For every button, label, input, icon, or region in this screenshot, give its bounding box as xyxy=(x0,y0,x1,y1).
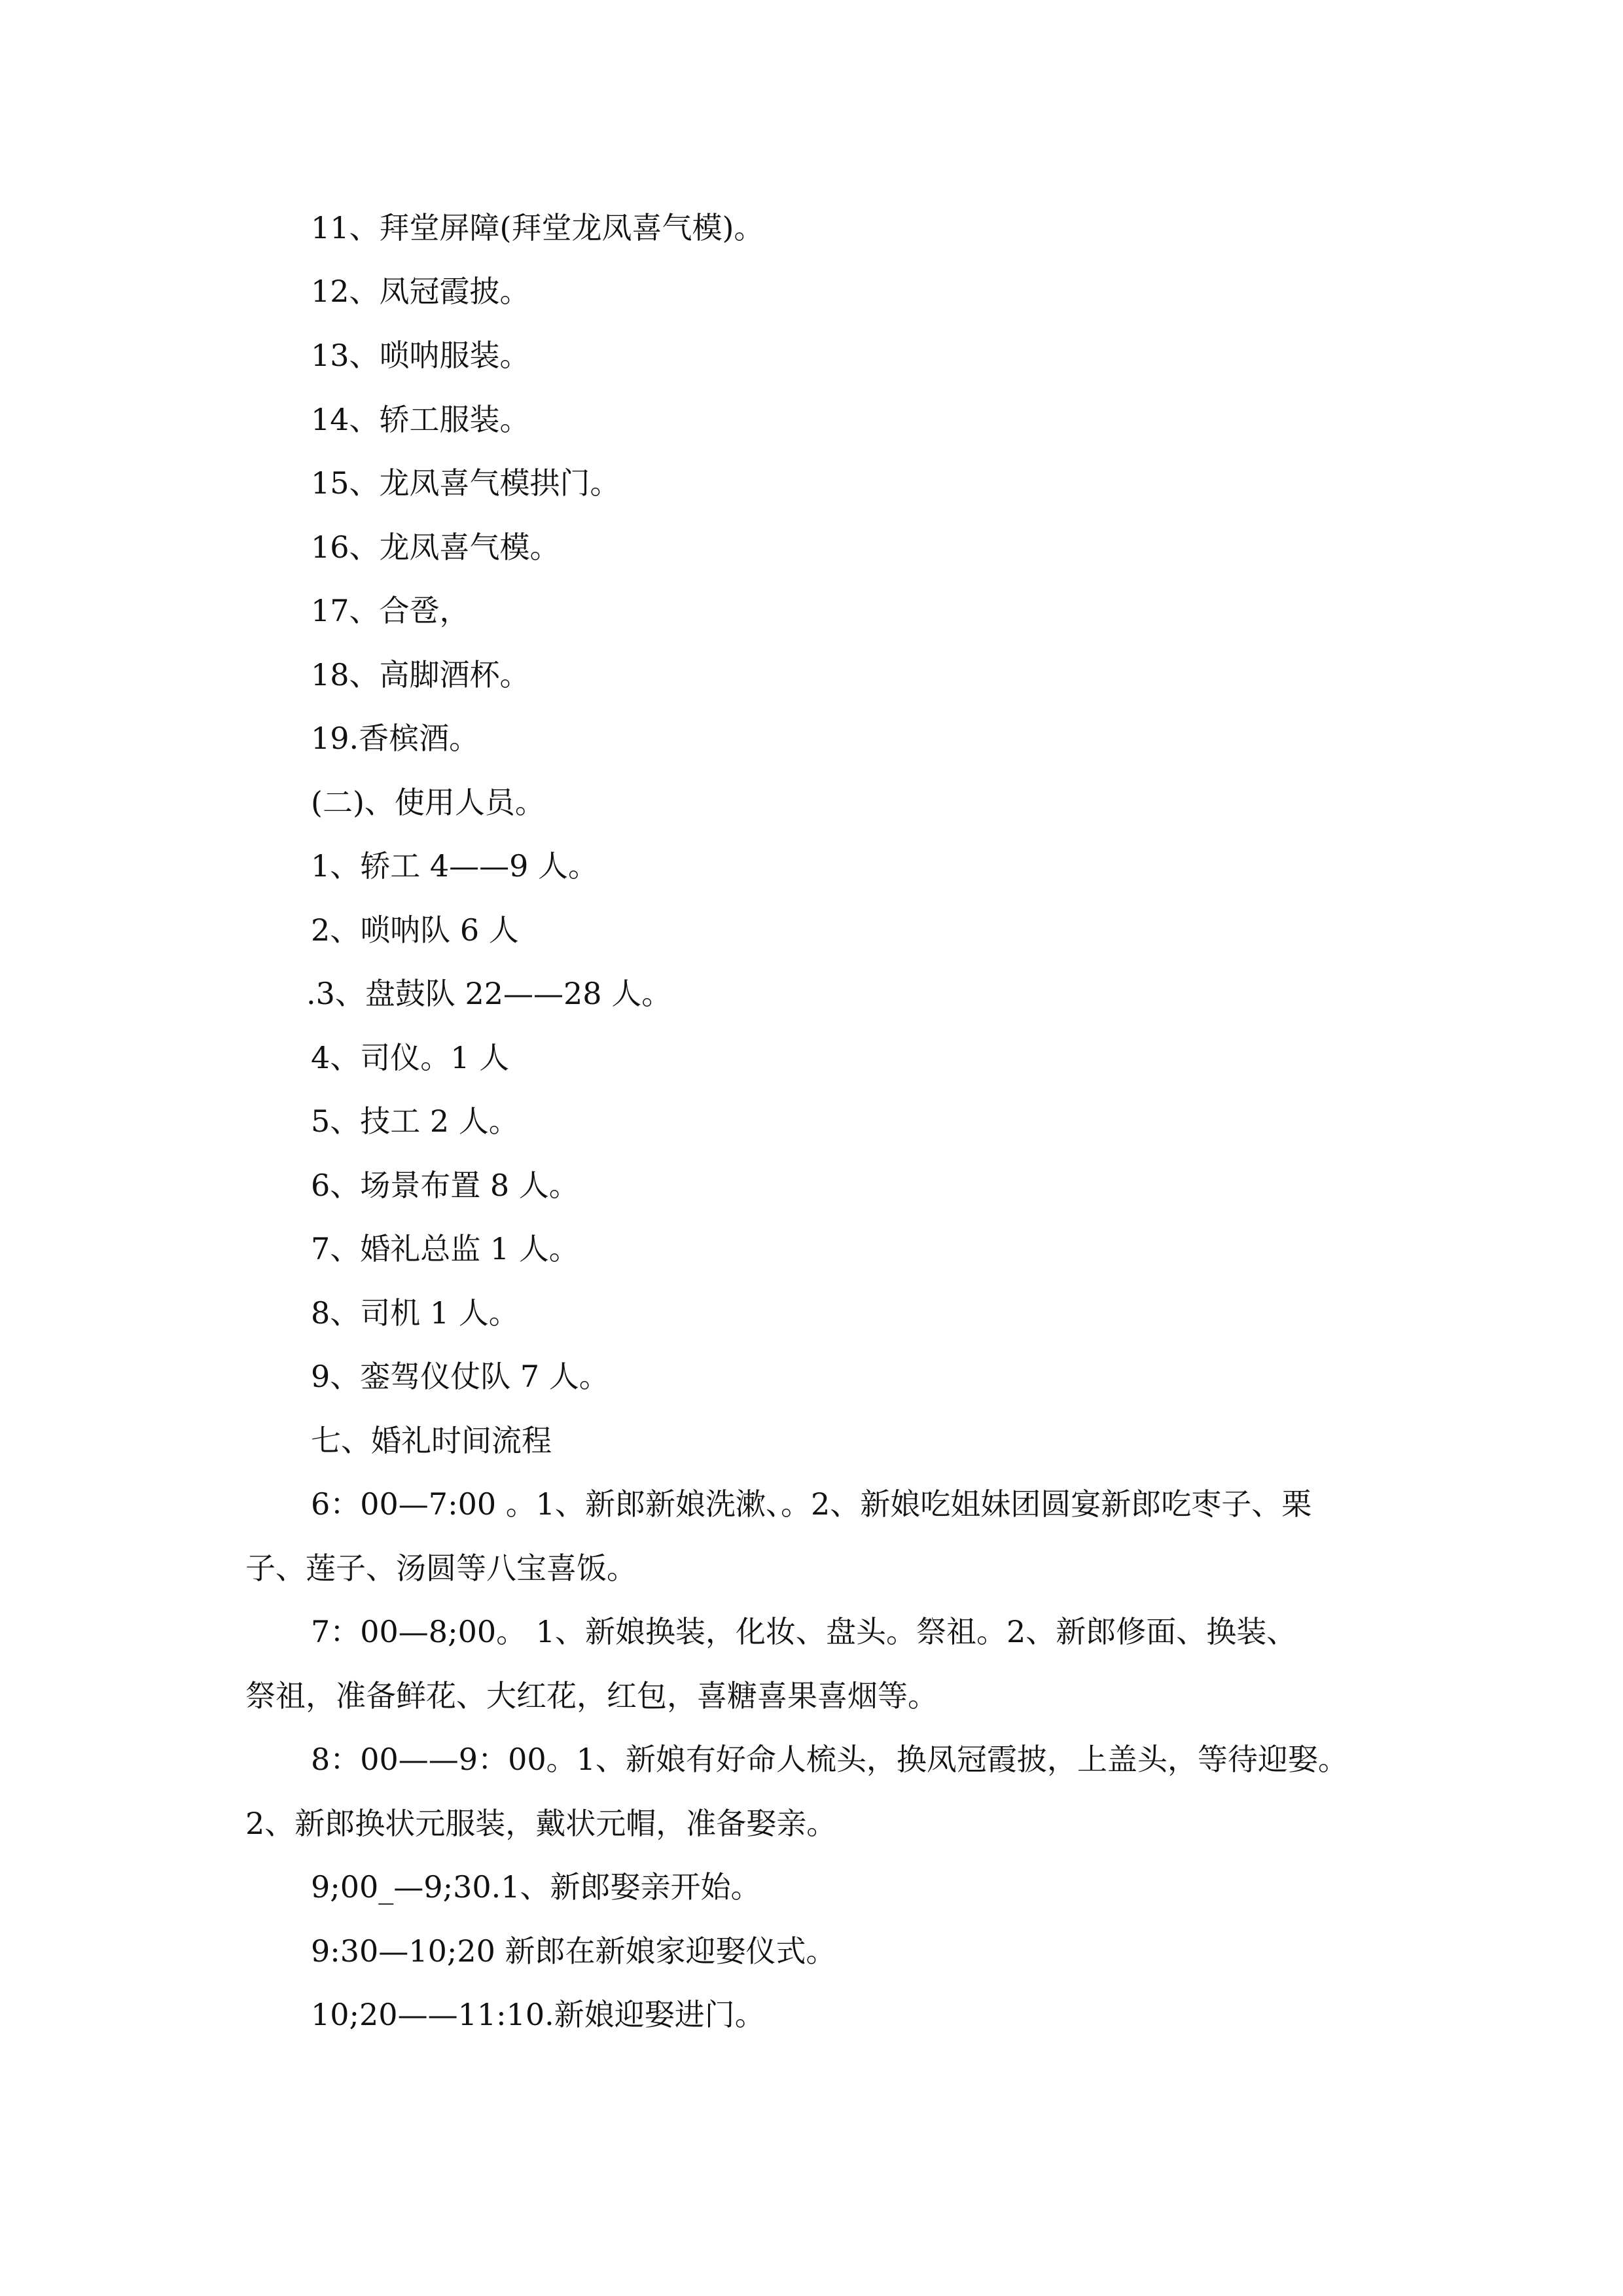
list-item: 15、龙凤喜气模拱门。 xyxy=(311,465,620,501)
paragraph-line: 6：00—7:00 。1、新郎新娘洗漱、。2、新娘吃姐妹团圆宴新郎吃枣子、栗 xyxy=(311,1486,1312,1522)
paragraph-line: 10;20——11:10.新娘迎娶进门。 xyxy=(311,1997,765,2032)
list-item: 12、凤冠霞披。 xyxy=(311,274,530,309)
list-item: 9、銮驾仪仗队 7 人。 xyxy=(311,1359,609,1394)
list-item: 8、司机 1 人。 xyxy=(311,1295,519,1331)
paragraph-line: 祭祖，准备鲜花、大红花，红包，喜糖喜果喜烟等。 xyxy=(245,1678,938,1713)
list-item: 4、司仪。1 人 xyxy=(311,1040,510,1075)
paragraph-line: 9;00_—9;30.1、新郎娶亲开始。 xyxy=(311,1869,761,1905)
paragraph-line: 8：00——9：00。1、新娘有好命人梳头，换凤冠霞披，上盖头，等待迎娶。 xyxy=(311,1742,1348,1777)
list-item: 16、龙凤喜气模。 xyxy=(311,529,560,565)
list-item: 18、高脚酒杯。 xyxy=(311,657,530,692)
list-item: 6、场景布置 8 人。 xyxy=(311,1168,579,1203)
list-item: 7、婚礼总监 1 人。 xyxy=(311,1231,579,1266)
paragraph-line: 7：00—8;00。 1、新娘换装，化妆、盘头。祭祖。2、新郎修面、换装、 xyxy=(311,1614,1297,1649)
list-item: 5、技工 2 人。 xyxy=(311,1103,519,1139)
section-heading: (二)、使用人员。 xyxy=(311,785,545,820)
list-item: 11、拜堂屏障(拜堂龙凤喜气模)。 xyxy=(311,210,764,245)
paragraph-line: 2、新郎换状元服装，戴状元帽，准备娶亲。 xyxy=(245,1806,837,1841)
list-item: 1、轿工 4——9 人。 xyxy=(311,848,599,884)
list-item: .3、盘鼓队 22——28 人。 xyxy=(306,976,672,1011)
list-item: 19.香槟酒。 xyxy=(311,721,480,756)
list-item: 13、唢呐服装。 xyxy=(311,338,530,373)
list-item: 17、合卺， xyxy=(311,593,470,628)
paragraph-line: 9:30—10;20 新郎在新娘家迎娶仪式。 xyxy=(311,1933,836,1969)
paragraph-line: 子、莲子、汤圆等八宝喜饭。 xyxy=(245,1551,637,1586)
list-item: 2、唢呐队 6 人 xyxy=(311,912,519,948)
section-heading: 七、婚礼时间流程 xyxy=(311,1423,552,1458)
list-item: 14、轿工服装。 xyxy=(311,402,530,437)
